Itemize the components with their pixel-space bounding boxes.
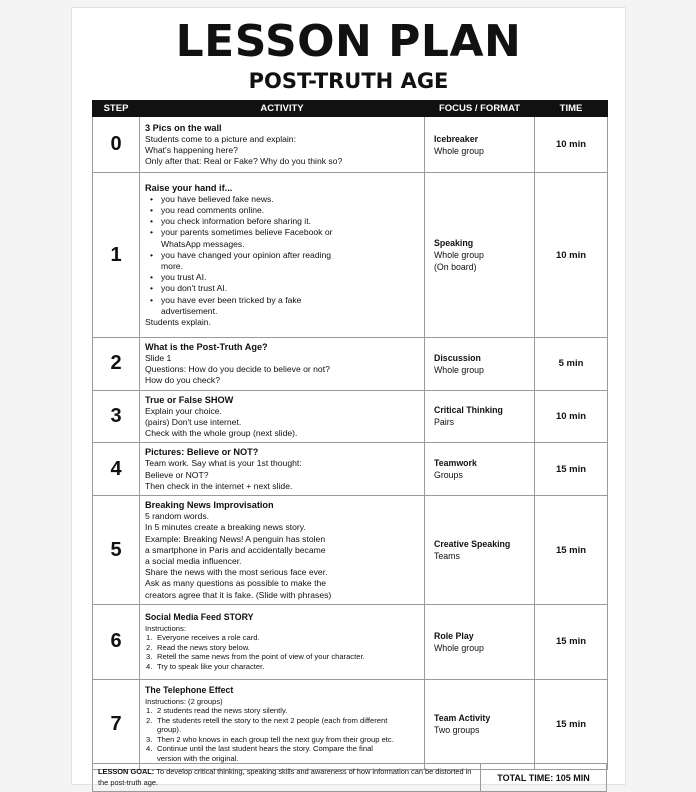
list-item: 3. Retell the same news from the point of view of your character.: [146, 652, 365, 662]
focus-title: Team Activity: [434, 713, 491, 724]
header-activity: ACTIVITY: [140, 101, 425, 117]
format-text: Whole group: [434, 364, 484, 375]
list-item: • your parents sometimes believe Facebook or WhatsApp messages.: [145, 227, 419, 249]
list-item: 4. Continue until the last student hears the story. Compare the final version with the original.: [146, 744, 373, 764]
activity-line: Instructions:: [145, 623, 186, 633]
page-title: LESSON PLAN: [175, 16, 522, 67]
activity-line: In 5 minutes create a breaking news story.: [145, 522, 306, 533]
header-time: TIME: [535, 101, 608, 117]
step-number: 7: [93, 679, 140, 769]
list-item: 1. 2 students read the news story silently.: [146, 706, 288, 716]
activity-cell: [140, 390, 425, 443]
activity-line: Then check in the internet + next slide.: [145, 480, 293, 491]
numbered-list: [145, 633, 419, 671]
list-item: 4. Try to speak like your character.: [146, 661, 265, 671]
activity-line: Students explain.: [145, 317, 211, 328]
time-value: 10 min: [535, 390, 608, 443]
time-value: 15 min: [535, 604, 608, 679]
list-item: • you don't trust AI.: [145, 283, 419, 294]
activity-line: Example: Breaking News! A penguin has stolen: [145, 533, 326, 544]
activity-title: True or False SHOW: [145, 394, 234, 405]
focus-cell: [425, 679, 535, 769]
focus-cell: [425, 604, 535, 679]
activity-line: Students come to a picture and explain:: [145, 133, 296, 144]
activity-line: Check with the whole group (next slide).: [145, 428, 298, 439]
activity-line: Slide 1: [145, 353, 172, 363]
activity-line: Questions: How do you decide to believe or not?: [145, 364, 330, 375]
activity-line: a social media influencer.: [145, 556, 242, 567]
list-item: 2. Read the news story below.: [146, 642, 250, 652]
activity-line: Believe or NOT?: [145, 469, 209, 480]
activity-title: What is the Post-Truth Age?: [145, 342, 268, 352]
activity-line: Instructions: (2 groups): [145, 696, 223, 706]
table-row: [93, 390, 608, 443]
list-item: • you have believed fake news.: [145, 194, 419, 205]
format-text: Whole group: [434, 145, 484, 156]
step-number: 2: [93, 338, 140, 391]
lesson-goal-text: To develop critical thinking, speaking skills and awareness of how information can be distorted in the post-truth age.: [98, 767, 472, 787]
activity-line: 5 random words.: [145, 511, 210, 522]
activity-line: How do you check?: [145, 375, 220, 386]
activity-cell: [140, 173, 425, 338]
activity-cell: [140, 679, 425, 769]
focus-title: Role Play: [434, 630, 474, 641]
format-text: Groups: [434, 470, 463, 481]
table-row: [93, 443, 608, 496]
list-item: 1. Everyone receives a role card.: [146, 633, 260, 643]
activity-line: Team work. Say what is your 1st thought:: [145, 458, 302, 469]
page-subtitle: POST-TRUTH AGE: [248, 69, 449, 93]
activity-title: The Telephone Effect: [145, 685, 234, 696]
lesson-plan-sheet: [71, 7, 626, 785]
bullet-list: [145, 194, 419, 317]
table-row: [93, 338, 608, 391]
lesson-goal-label: LESSON GOAL:: [98, 767, 157, 776]
activity-line: Only after that: Real or Fake? Why do you think so?: [145, 156, 343, 167]
format-text: Pairs: [434, 417, 455, 428]
format-text: Whole group: [434, 250, 484, 260]
step-number: 0: [93, 117, 140, 173]
activity-cell: [140, 496, 425, 605]
focus-cell: [425, 390, 535, 443]
activity-line: What's happening here?: [145, 144, 238, 155]
activity-line: Ask as many questions as possible to make the: [145, 578, 327, 589]
activity-cell: [140, 604, 425, 679]
lesson-plan-table: [92, 100, 608, 770]
lesson-goal: [93, 764, 481, 791]
activity-title: Pictures: Believe or NOT?: [145, 447, 259, 458]
activity-title: Raise your hand if...: [145, 182, 233, 193]
focus-title: Critical Thinking: [434, 405, 503, 416]
step-number: 1: [93, 173, 140, 338]
focus-cell: [425, 338, 535, 391]
table-row: [93, 496, 608, 605]
list-item: • you have ever been tricked by a fake advertisement.: [145, 295, 419, 317]
activity-cell: [140, 443, 425, 496]
format-note: (On board): [434, 262, 477, 272]
table-row: [93, 679, 608, 769]
list-item: 3. Then 2 who knows in each group tell the next guy from their group etc.: [146, 734, 394, 744]
focus-title: Teamwork: [434, 458, 477, 469]
focus-title: Icebreaker: [434, 133, 479, 144]
focus-title: Creative Speaking: [434, 539, 511, 550]
focus-cell: [425, 496, 535, 605]
focus-title: Discussion: [434, 352, 481, 363]
activity-line: a smartphone in Paris and accidentally became: [145, 544, 326, 555]
table-header-row: [93, 101, 608, 117]
step-number: 3: [93, 390, 140, 443]
activity-title: Breaking News Improvisation: [145, 500, 274, 511]
list-item: • you have changed your opinion after reading more.: [145, 250, 419, 272]
time-value: 15 min: [535, 679, 608, 769]
list-item: • you trust AI.: [145, 272, 419, 283]
list-item: • you check information before sharing it.: [145, 216, 419, 227]
time-value: 15 min: [535, 443, 608, 496]
time-value: 10 min: [535, 117, 608, 173]
table-row: [93, 117, 608, 173]
focus-cell: [425, 117, 535, 173]
total-time: TOTAL TIME: 105 MIN: [497, 772, 590, 783]
focus-title: Speaking: [434, 238, 474, 248]
activity-cell: [140, 117, 425, 173]
focus-cell: [425, 443, 535, 496]
time-value: 5 min: [535, 338, 608, 391]
time-value: 10 min: [535, 173, 608, 338]
lesson-footer: [92, 763, 607, 792]
format-text: Teams: [434, 551, 460, 562]
activity-title: 3 Pics on the wall: [145, 122, 222, 133]
step-number: 6: [93, 604, 140, 679]
time-value: 15 min: [535, 496, 608, 605]
activity-line: (pairs) Don't use internet.: [145, 416, 242, 427]
step-number: 4: [93, 443, 140, 496]
activity-title: Social Media Feed STORY: [145, 612, 254, 623]
activity-line: Share the news with the most serious face ever.: [145, 567, 328, 578]
header-step: STEP: [93, 101, 140, 117]
table-row: [93, 604, 608, 679]
activity-line: Explain your choice.: [145, 405, 222, 416]
step-number: 5: [93, 496, 140, 605]
format-text: Two groups: [434, 725, 480, 736]
format-text: Whole group: [434, 642, 484, 653]
activity-line: creators agree that it is fake. (Slide with phrases): [145, 589, 332, 600]
header-focus-format: FOCUS / FORMAT: [425, 101, 535, 117]
focus-cell: [425, 173, 535, 338]
numbered-list: [145, 706, 419, 764]
list-item: 2. The students retell the story to the next 2 people (each from different group).: [146, 715, 388, 735]
list-item: • you read comments online.: [145, 205, 419, 216]
activity-cell: [140, 338, 425, 391]
table-row: [93, 173, 608, 338]
